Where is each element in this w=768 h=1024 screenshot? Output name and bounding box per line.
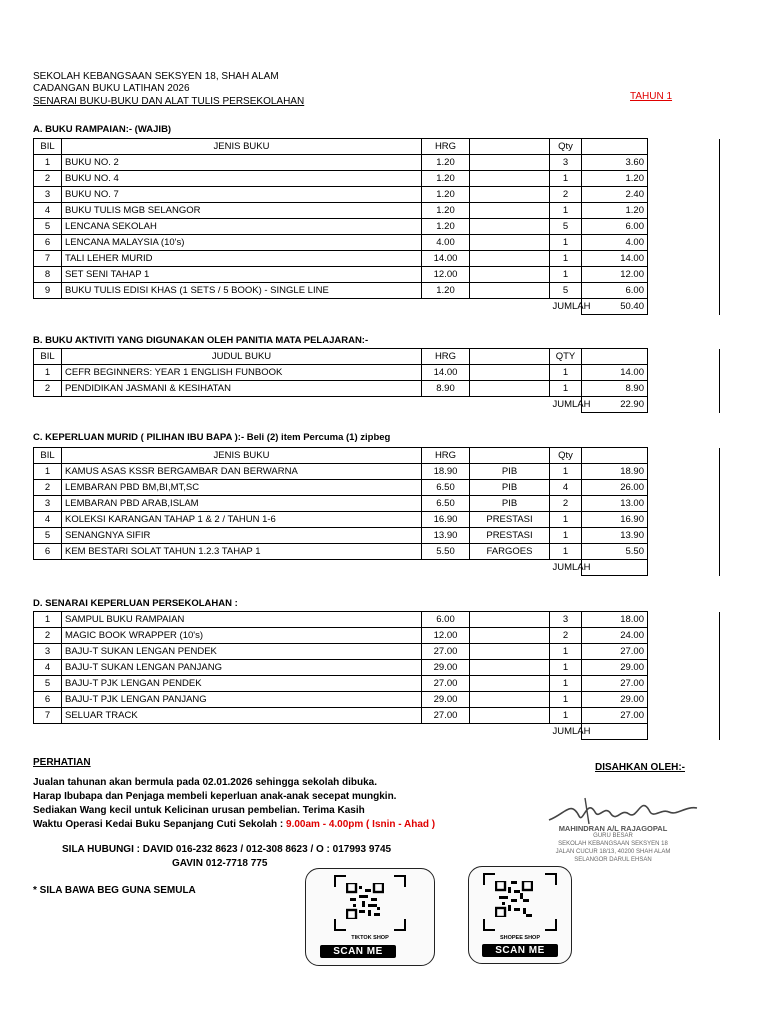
- header-bil: BIL: [34, 448, 62, 464]
- total-row: [34, 724, 720, 740]
- total-label: JUMLAH: [552, 398, 591, 410]
- header-supplier: [470, 448, 550, 464]
- item-total: 8.90: [582, 381, 648, 397]
- item-total: 26.00: [582, 480, 648, 496]
- total-row: [34, 299, 720, 315]
- tiktok-qr-card[interactable]: [305, 868, 435, 966]
- row-spacer: [648, 544, 720, 560]
- item-supplier: [470, 155, 550, 171]
- item-qty: 1: [550, 544, 582, 560]
- row-number: 8: [34, 267, 62, 283]
- header-total: [582, 448, 648, 464]
- row-spacer: [648, 267, 720, 283]
- item-total: 29.00: [582, 692, 648, 708]
- row-number: 7: [34, 251, 62, 267]
- table-row: [34, 283, 720, 299]
- item-supplier: [470, 235, 550, 251]
- table-row: [34, 708, 720, 724]
- item-supplier: [470, 267, 550, 283]
- header-supplier: [470, 139, 550, 155]
- notice-line-2: Harap Ibubapa dan Penjaga membeli keperluan anak-anak secepat mungkin.: [33, 791, 397, 802]
- school-name: SEKOLAH KEBANGSAAN SEKSYEN 18, SHAH ALAM: [33, 71, 279, 82]
- total-row: [34, 560, 720, 576]
- notice-title: PERHATIAN: [33, 757, 91, 768]
- row-spacer: [648, 628, 720, 644]
- reusable-bag-note: * SILA BAWA BEG GUNA SEMULA: [33, 885, 196, 896]
- item-qty: 1: [550, 171, 582, 187]
- header-spacer: [648, 349, 720, 365]
- item-name: TALI LEHER MURID: [62, 251, 422, 267]
- table-row: [34, 251, 720, 267]
- item-price: 1.20: [422, 171, 470, 187]
- item-total: 27.00: [582, 644, 648, 660]
- item-supplier: FARGOES: [470, 544, 550, 560]
- item-supplier: [470, 365, 550, 381]
- item-qty: 3: [550, 155, 582, 171]
- item-supplier: [470, 171, 550, 187]
- shopee-qr-card[interactable]: [468, 866, 572, 964]
- item-qty: 1: [550, 528, 582, 544]
- section-d-title: D. SENARAI KEPERLUAN PERSEKOLAHAN :: [33, 598, 238, 609]
- scan-me-button[interactable]: SCAN ME: [320, 945, 396, 958]
- item-total: 6.00: [582, 283, 648, 299]
- header-qty: Qty: [550, 139, 582, 155]
- item-name: BUKU NO. 7: [62, 187, 422, 203]
- table-row: [34, 155, 720, 171]
- row-spacer: [648, 251, 720, 267]
- item-price: 1.20: [422, 155, 470, 171]
- item-name: LEMBARAN PBD ARAB,ISLAM: [62, 496, 422, 512]
- item-total: 24.00: [582, 628, 648, 644]
- notice-line-1: Jualan tahunan akan bermula pada 02.01.2026 sehingga sekolah dibuka.: [33, 777, 378, 788]
- item-name: SET SENI TAHAP 1: [62, 267, 422, 283]
- qr-code-icon: [495, 881, 533, 917]
- header-bil: BIL: [34, 139, 62, 155]
- row-number: 6: [34, 235, 62, 251]
- row-spacer: [648, 708, 720, 724]
- year-label: TAHUN 1: [630, 91, 673, 102]
- item-name: BUKU NO. 4: [62, 171, 422, 187]
- total-end: [648, 724, 720, 740]
- table-row: [34, 512, 720, 528]
- item-supplier: [470, 692, 550, 708]
- table-row: [34, 676, 720, 692]
- table-header-row: [34, 448, 720, 464]
- item-qty: 5: [550, 219, 582, 235]
- item-total: 13.90: [582, 528, 648, 544]
- item-supplier: [470, 676, 550, 692]
- item-supplier: [470, 187, 550, 203]
- section-d-table: [33, 611, 720, 740]
- row-number: 4: [34, 660, 62, 676]
- item-price: 6.00: [422, 612, 470, 628]
- row-spacer: [648, 528, 720, 544]
- item-price: 12.00: [422, 628, 470, 644]
- header-price: HRG: [422, 349, 470, 365]
- item-name: LENCANA SEKOLAH: [62, 219, 422, 235]
- item-price: 1.20: [422, 187, 470, 203]
- section-b-title: B. BUKU AKTIVITI YANG DIGUNAKAN OLEH PANITIA MATA PELAJARAN:-: [33, 335, 369, 346]
- item-supplier: [470, 628, 550, 644]
- item-supplier: [470, 644, 550, 660]
- item-price: 6.50: [422, 480, 470, 496]
- item-price: 18.90: [422, 464, 470, 480]
- row-spacer: [648, 365, 720, 381]
- row-spacer: [648, 644, 720, 660]
- row-spacer: [648, 203, 720, 219]
- table-row: [34, 171, 720, 187]
- item-name: BAJU-T PJK LENGAN PENDEK: [62, 676, 422, 692]
- item-qty: 1: [550, 644, 582, 660]
- row-spacer: [648, 219, 720, 235]
- row-spacer: [648, 187, 720, 203]
- table-row: [34, 365, 720, 381]
- table-row: [34, 528, 720, 544]
- section-b-table: [33, 348, 720, 413]
- item-supplier: [470, 381, 550, 397]
- item-price: 5.50: [422, 544, 470, 560]
- row-number: 5: [34, 676, 62, 692]
- contact-line-1: SILA HUBUNGI : DAVID 016-232 8623 / 012-308 8623 / O : 017993 9745: [62, 844, 392, 855]
- row-spacer: [648, 496, 720, 512]
- item-name: MAGIC BOOK WRAPPER (10's): [62, 628, 422, 644]
- section-c-table: [33, 447, 720, 576]
- row-spacer: [648, 155, 720, 171]
- table-row: [34, 660, 720, 676]
- item-qty: 1: [550, 692, 582, 708]
- row-number: 4: [34, 203, 62, 219]
- section-a-table: [33, 138, 720, 315]
- item-total: 14.00: [582, 365, 648, 381]
- row-spacer: [648, 692, 720, 708]
- item-supplier: [470, 283, 550, 299]
- document-title: SENARAI BUKU-BUKU DAN ALAT TULIS PERSEKOLAHAN: [33, 96, 305, 107]
- contact-line-2: GAVIN 012-7718 775: [172, 858, 268, 869]
- item-qty: 4: [550, 480, 582, 496]
- row-number: 1: [34, 365, 62, 381]
- row-number: 2: [34, 381, 62, 397]
- item-name: BAJU-T PJK LENGAN PANJANG: [62, 692, 422, 708]
- scan-me-button[interactable]: SCAN ME: [482, 944, 558, 957]
- item-supplier: [470, 251, 550, 267]
- total-spacer: [34, 397, 550, 413]
- qr-code-icon: [346, 883, 384, 919]
- item-total: 6.00: [582, 219, 648, 235]
- table-row: [34, 644, 720, 660]
- notice-line-4: [33, 818, 435, 833]
- item-price: 13.90: [422, 528, 470, 544]
- approved-by-label: DISAHKAN OLEH:-: [595, 762, 685, 773]
- item-qty: 2: [550, 187, 582, 203]
- item-total: 18.90: [582, 464, 648, 480]
- header-bil: BIL: [34, 349, 62, 365]
- total-value: [582, 724, 648, 740]
- item-supplier: PIB: [470, 480, 550, 496]
- header-item: JUDUL BUKU: [62, 349, 422, 365]
- header-total: [582, 349, 648, 365]
- item-supplier: PIB: [470, 464, 550, 480]
- item-price: 8.90: [422, 381, 470, 397]
- section-c-title: C. KEPERLUAN MURID ( PILIHAN IBU BAPA ):- Beli (2) item Percuma (1) zipbeg: [33, 432, 391, 443]
- total-spacer: [34, 724, 550, 740]
- item-price: 6.50: [422, 496, 470, 512]
- item-qty: 2: [550, 496, 582, 512]
- item-price: 14.00: [422, 251, 470, 267]
- header-qty: Qty: [550, 448, 582, 464]
- item-supplier: PRESTASI: [470, 512, 550, 528]
- total-spacer: [34, 299, 550, 315]
- item-price: 27.00: [422, 644, 470, 660]
- total-row: [34, 397, 720, 413]
- item-total: 18.00: [582, 612, 648, 628]
- stamp-line-2: JALAN CUCUR 18/13, 40200 SHAH ALAM: [555, 849, 671, 855]
- item-name: PENDIDIKAN JASMANI & KESIHATAN: [62, 381, 422, 397]
- row-number: 6: [34, 544, 62, 560]
- total-end: [648, 397, 720, 413]
- stamp-line-1: SEKOLAH KEBANGSAAN SEKSYEN 18: [558, 841, 668, 847]
- item-total: 29.00: [582, 660, 648, 676]
- stamp-line-3: SELANGOR DARUL EHSAN: [574, 857, 652, 863]
- item-total: 14.00: [582, 251, 648, 267]
- item-name: KOLEKSI KARANGAN TAHAP 1 & 2 / TAHUN 1-6: [62, 512, 422, 528]
- item-qty: 5: [550, 283, 582, 299]
- table-row: [34, 187, 720, 203]
- item-total: 1.20: [582, 171, 648, 187]
- item-name: BUKU TULIS MGB SELANGOR: [62, 203, 422, 219]
- row-spacer: [648, 283, 720, 299]
- header-supplier: [470, 349, 550, 365]
- item-name: SELUAR TRACK: [62, 708, 422, 724]
- row-number: 4: [34, 512, 62, 528]
- item-name: KEM BESTARI SOLAT TAHUN 1.2.3 TAHAP 1: [62, 544, 422, 560]
- item-price: 29.00: [422, 660, 470, 676]
- total-label: JUMLAH: [552, 725, 591, 737]
- total-label: JUMLAH: [552, 300, 591, 312]
- document-subtitle: CADANGAN BUKU LATIHAN 2026: [33, 83, 190, 94]
- row-spacer: [648, 512, 720, 528]
- row-number: 2: [34, 480, 62, 496]
- header-item: JENIS BUKU: [62, 448, 422, 464]
- item-qty: 1: [550, 251, 582, 267]
- item-name: SENANGNYA SIFIR: [62, 528, 422, 544]
- total-value: 22.90: [582, 397, 648, 413]
- header-spacer: [648, 139, 720, 155]
- table-row: [34, 381, 720, 397]
- row-spacer: [648, 612, 720, 628]
- item-name: BUKU TULIS EDISI KHAS (1 SETS / 5 BOOK) - SINGLE LINE: [62, 283, 422, 299]
- principal-title: GURU BESAR: [593, 833, 633, 839]
- operating-hours: 9.00am - 4.00pm ( Isnin - Ahad ): [286, 819, 436, 830]
- item-name: BUKU NO. 2: [62, 155, 422, 171]
- item-qty: 1: [550, 676, 582, 692]
- row-number: 1: [34, 464, 62, 480]
- item-supplier: [470, 612, 550, 628]
- row-spacer: [648, 676, 720, 692]
- table-row: [34, 496, 720, 512]
- item-price: 29.00: [422, 692, 470, 708]
- item-supplier: [470, 219, 550, 235]
- header-price: HRG: [422, 139, 470, 155]
- table-header-row: [34, 349, 720, 365]
- row-number: 1: [34, 155, 62, 171]
- item-name: BAJU-T SUKAN LENGAN PANJANG: [62, 660, 422, 676]
- total-end: [648, 560, 720, 576]
- table-row: [34, 267, 720, 283]
- total-spacer: [34, 560, 550, 576]
- shopee-shop-label: SHOPEE SHOP: [499, 935, 541, 941]
- item-name: LENCANA MALAYSIA (10's): [62, 235, 422, 251]
- item-qty: 1: [550, 512, 582, 528]
- table-row: [34, 692, 720, 708]
- item-qty: 2: [550, 628, 582, 644]
- row-number: 9: [34, 283, 62, 299]
- row-number: 2: [34, 628, 62, 644]
- item-total: 12.00: [582, 267, 648, 283]
- row-spacer: [648, 660, 720, 676]
- item-price: 1.20: [422, 219, 470, 235]
- item-price: 14.00: [422, 365, 470, 381]
- row-number: 3: [34, 644, 62, 660]
- item-qty: 1: [550, 708, 582, 724]
- row-spacer: [648, 171, 720, 187]
- row-number: 3: [34, 496, 62, 512]
- item-supplier: [470, 203, 550, 219]
- item-supplier: [470, 660, 550, 676]
- header-price: HRG: [422, 448, 470, 464]
- item-total: 1.20: [582, 203, 648, 219]
- row-number: 7: [34, 708, 62, 724]
- header-qty: QTY: [550, 349, 582, 365]
- table-header-row: [34, 139, 720, 155]
- item-price: 27.00: [422, 708, 470, 724]
- item-total: 16.90: [582, 512, 648, 528]
- item-total: 27.00: [582, 708, 648, 724]
- item-qty: 1: [550, 267, 582, 283]
- row-number: 2: [34, 171, 62, 187]
- row-number: 3: [34, 187, 62, 203]
- item-qty: 1: [550, 235, 582, 251]
- item-total: 27.00: [582, 676, 648, 692]
- item-name: KAMUS ASAS KSSR BERGAMBAR DAN BERWARNA: [62, 464, 422, 480]
- item-supplier: PIB: [470, 496, 550, 512]
- total-end: [648, 299, 720, 315]
- item-price: 4.00: [422, 235, 470, 251]
- table-row: [34, 464, 720, 480]
- item-price: 12.00: [422, 267, 470, 283]
- item-total: 3.60: [582, 155, 648, 171]
- header-total: [582, 139, 648, 155]
- item-qty: 1: [550, 365, 582, 381]
- total-value: 50.40: [582, 299, 648, 315]
- item-total: 2.40: [582, 187, 648, 203]
- item-name: LEMBARAN PBD BM,BI,MT,SC: [62, 480, 422, 496]
- row-number: 6: [34, 692, 62, 708]
- tiktok-shop-label: TIKTOK SHOP: [351, 935, 389, 941]
- item-price: 1.20: [422, 283, 470, 299]
- item-qty: 1: [550, 660, 582, 676]
- total-label: JUMLAH: [552, 561, 591, 573]
- row-spacer: [648, 235, 720, 251]
- row-number: 5: [34, 219, 62, 235]
- table-row: [34, 480, 720, 496]
- table-row: [34, 628, 720, 644]
- total-value: [582, 560, 648, 576]
- table-row: [34, 203, 720, 219]
- item-qty: 1: [550, 464, 582, 480]
- section-a-title: A. BUKU RAMPAIAN:- (WAJIB): [33, 124, 172, 135]
- item-price: 16.90: [422, 512, 470, 528]
- row-spacer: [648, 480, 720, 496]
- table-row: [34, 219, 720, 235]
- item-name: CEFR BEGINNERS: YEAR 1 ENGLISH FUNBOOK: [62, 365, 422, 381]
- header-item: JENIS BUKU: [62, 139, 422, 155]
- item-supplier: [470, 708, 550, 724]
- item-name: SAMPUL BUKU RAMPAIAN: [62, 612, 422, 628]
- row-spacer: [648, 464, 720, 480]
- principal-name: MAHINDRAN A/L RAJAGOPAL: [558, 824, 668, 833]
- notice-line-3: Sediakan Wang kecil untuk Kelicinan urusan pembelian. Terima Kasih: [33, 805, 365, 816]
- table-row: [34, 235, 720, 251]
- item-supplier: PRESTASI: [470, 528, 550, 544]
- item-total: 13.00: [582, 496, 648, 512]
- row-number: 5: [34, 528, 62, 544]
- item-qty: 1: [550, 381, 582, 397]
- table-row: [34, 544, 720, 560]
- operating-hours-label: Waktu Operasi Kedai Buku Sepanjang Cuti Sekolah :: [33, 819, 284, 830]
- row-number: 1: [34, 612, 62, 628]
- table-row: [34, 612, 720, 628]
- item-name: BAJU-T SUKAN LENGAN PENDEK: [62, 644, 422, 660]
- item-total: 4.00: [582, 235, 648, 251]
- item-qty: 1: [550, 203, 582, 219]
- item-price: 27.00: [422, 676, 470, 692]
- item-total: 5.50: [582, 544, 648, 560]
- item-qty: 3: [550, 612, 582, 628]
- item-price: 1.20: [422, 203, 470, 219]
- row-spacer: [648, 381, 720, 397]
- header-spacer: [648, 448, 720, 464]
